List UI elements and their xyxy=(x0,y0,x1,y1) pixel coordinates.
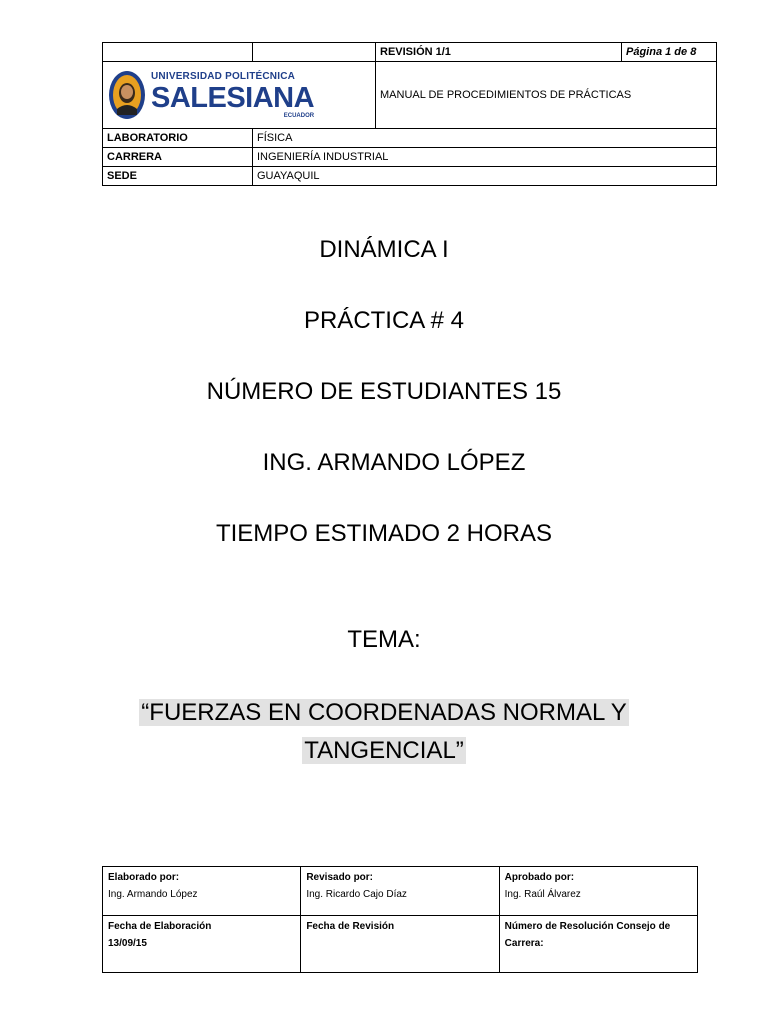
aprobado-value: Ing. Raúl Álvarez xyxy=(504,889,581,900)
carrera-value: INGENIERÍA INDUSTRIAL xyxy=(253,148,717,167)
tema-label: TEMA: xyxy=(347,626,421,653)
tema-title-line2: TANGENCIAL” xyxy=(304,737,464,764)
practice-number: PRÁCTICA # 4 xyxy=(303,307,465,334)
instructor-name: ING. ARMANDO LÓPEZ xyxy=(262,449,526,476)
aprobado-cell xyxy=(499,867,697,916)
logo-top-text: UNIVERSIDAD POLITÉCNICA xyxy=(151,70,296,82)
estimated-time: TIEMPO ESTIMADO 2 HORAS xyxy=(215,520,553,547)
logo-cell xyxy=(103,62,376,129)
page-indicator: Página 1 de 8 xyxy=(622,43,717,62)
revisado-label: Revisado por: xyxy=(306,872,374,883)
fecha-elaboracion-cell xyxy=(103,916,301,973)
laboratorio-value: FÍSICA xyxy=(253,129,717,148)
elaborado-cell xyxy=(103,867,301,916)
tema-title-line1: “FUERZAS EN COORDENADAS NORMAL Y xyxy=(141,699,627,726)
fecha-elaboracion-label: Fecha de Elaboración xyxy=(108,921,212,932)
approval-table xyxy=(102,866,698,973)
subject-title: DINÁMICA I xyxy=(319,236,449,263)
elaborado-label: Elaborado por: xyxy=(108,872,180,883)
approval-footer xyxy=(102,866,698,973)
header-empty-cell xyxy=(253,43,376,62)
revisado-value: Ing. Ricardo Cajo Díaz xyxy=(306,889,407,900)
header-empty-cell xyxy=(103,43,253,62)
elaborado-value: Ing. Armando López xyxy=(108,889,198,900)
tema-title xyxy=(0,694,768,770)
fecha-revision-label: Fecha de Revisión xyxy=(306,921,395,932)
revisado-cell xyxy=(301,867,499,916)
student-count: NÚMERO DE ESTUDIANTES 15 xyxy=(206,378,562,405)
resolucion-label: Número de Resolución Consejo de Carrera: xyxy=(504,921,671,949)
document-header xyxy=(102,42,716,186)
resolucion-cell xyxy=(499,916,697,973)
sede-label: SEDE xyxy=(103,167,253,186)
fecha-revision-cell xyxy=(301,916,499,973)
logo-main-text: SALESIANA xyxy=(151,81,315,114)
revision-label: REVISIÓN 1/1 xyxy=(376,43,622,62)
logo-sub-text: ECUADOR xyxy=(283,112,315,119)
university-logo xyxy=(107,69,371,121)
laboratorio-label: LABORATORIO xyxy=(103,129,253,148)
manual-title: MANUAL DE PROCEDIMIENTOS DE PRÁCTICAS xyxy=(376,62,717,129)
header-table xyxy=(102,42,717,186)
sede-value: GUAYAQUIL xyxy=(253,167,717,186)
fecha-elaboracion-value: 13/09/15 xyxy=(108,938,147,949)
university-seal-icon xyxy=(107,69,147,121)
carrera-label: CARRERA xyxy=(103,148,253,167)
aprobado-label: Aprobado por: xyxy=(504,872,575,883)
